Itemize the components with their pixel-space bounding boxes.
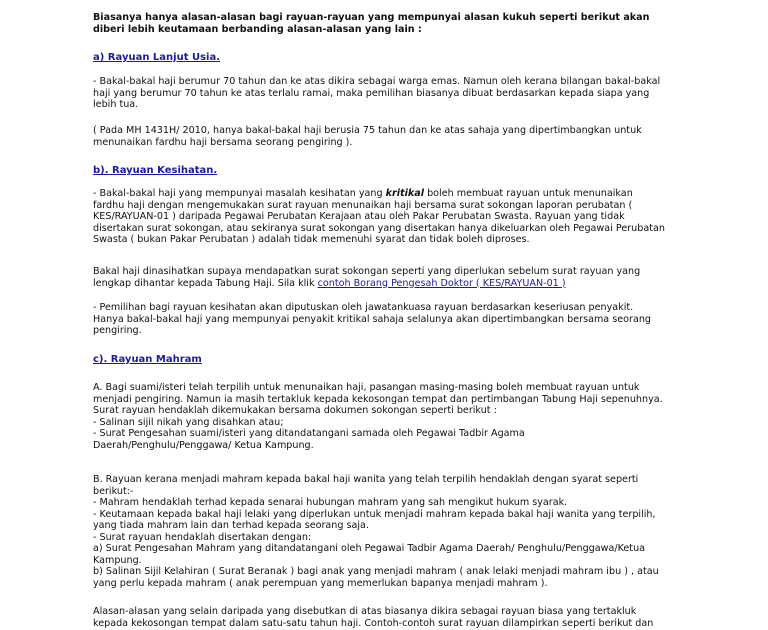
section-c-paragraph-a: A. Bagi suami/isteri telah terpilih untuk menunaikan haji, pasangan masing-masing boleh membuat rayuan untuk menjadi pengiring. Namun ia masih tertakluk kepada kekosongan tempat dan pertimbangan Tabung Haji sepenuhnya. Surat rayuan hendaklah dikemukakan bersama dokumen sokongan seperti berikut : - Salinan sijil nikah yang disahkan atau; - Surat Pengesahan suami/isteri yang ditandatangani samada oleh Pegawai Tadbir Agama Daerah/Penghulu/Penggawa/ Ketua Kampung. bbox=[93, 382, 663, 451]
emphasis-kritikal: kritikal bbox=[385, 188, 425, 199]
heading-rayuan-mahram[interactable]: c). Rayuan Mahram bbox=[93, 354, 202, 365]
heading-rayuan-kesihatan[interactable]: b). Rayuan Kesihatan. bbox=[93, 165, 218, 176]
intro-paragraph: Biasanya hanya alasan-alasan bagi rayuan-rayuan yang mempunyai alasan kukuh seperti berikut akan diberi lebih keutamaan berbanding alasan-alasan yang lain : bbox=[93, 12, 650, 35]
section-c-paragraph-b: B. Rayuan kerana menjadi mahram kepada bakal haji wanita yang telah terpilih hendaklah dengan syarat seperti berikut:- - Mahram hendaklah terhad kepada senarai hubungan mahram yang sah mengikut hukum syarak. - Keutamaan kepada bakal haji lelaki yang diperlukan untuk menjadi mahram kepada bakal haji wanita yang terpilih, yang tiada mahram lain dan terhad kepada seorang saja. - Surat rayuan hendaklah disertakan dengan: a) Surat Pengesahan Mahram yang ditandatangani oleh Pegawai Tadbir Agama Daerah/ Penghulu/Penggawa/Ketua Kampung. b) Salinan Sijil Kelahiran ( Surat Beranak ) bagi anak yang menjadi mahram ( anak lelaki menjadi mahram ibu ) , atau yang perlu kepada mahram ( anak perempuan yang memerlukan bapanya menjadi mahram ). bbox=[93, 474, 659, 589]
section-b-paragraph-3: - Pemilihan bagi rayuan kesihatan akan diputuskan oleh jawatankuasa rayuan berdasarkan keseriusan penyakit. Hanya bakal-bakal haji yang mempunyai penyakit kritikal sahaja selalunya akan dipertimbangkan bersama seorang pengiring. bbox=[93, 302, 651, 336]
closing-paragraph: Alasan-alasan yang selain daripada yang disebutkan di atas biasanya dikira sebagai rayuan biasa yang tertakluk kepada kekosongan tempat dalam satu-satu tahun haji. Contoh-contoh surat rayuan dilampirkan seperti berikut dan bbox=[93, 606, 654, 629]
section-a-paragraph-1: - Bakal-bakal haji berumur 70 tahun dan ke atas dikira sebagai warga emas. Namun oleh kerana bilangan bakal-bakal haji yang berumur 70 tahun ke atas terlalu ramai, maka pemilihan biasanya dibuat berdasarkan kepada siapa yang lebih tua. bbox=[93, 76, 661, 110]
section-b-paragraph-1: - Bakal-bakal haji yang mempunyai masalah kesihatan yang kritikal boleh membuat rayuan untuk menunaikan fardhu haji dengan mengemukakan surat rayuan menunaikan haji bersama surat sokongan laporan perubatan ( KES/RAYUAN-01 ) daripada Pegawai Perubatan Kerajaan atau oleh Pakar Perubatan Swasta. Rayuan yang tidak disertakan surat sokongan, atau sekiranya surat sokongan yang disertakan hanya dikeluarkan oleh Pegawai Perubatan Swasta ( bukan Pakar Perubatan ) adalah tidak memenuhi syarat dan tidak boleh diproses. bbox=[93, 188, 665, 245]
section-b-paragraph-2: Bakal haji dinasihatkan supaya mendapatkan surat sokongan seperti yang diperlukan sebelum surat rayuan yang lengkap dihantar kepada Tabung Haji. Sila klik contoh Borang Pengesah Doktor ( KES/RAYUAN-01 ) bbox=[93, 266, 641, 289]
heading-rayuan-lanjut-usia[interactable]: a) Rayuan Lanjut Usia. bbox=[93, 52, 221, 63]
section-a-paragraph-2: ( Pada MH 1431H/ 2010, hanya bakal-bakal haji berusia 75 tahun dan ke atas sahaja yang dipertimbangkan untuk menunaikan fardhu haji bersama seorang pengiring ). bbox=[93, 125, 642, 148]
borang-pengesah-doktor-link[interactable]: contoh Borang Pengesah Doktor ( KES/RAYUAN-01 ) bbox=[317, 277, 566, 289]
